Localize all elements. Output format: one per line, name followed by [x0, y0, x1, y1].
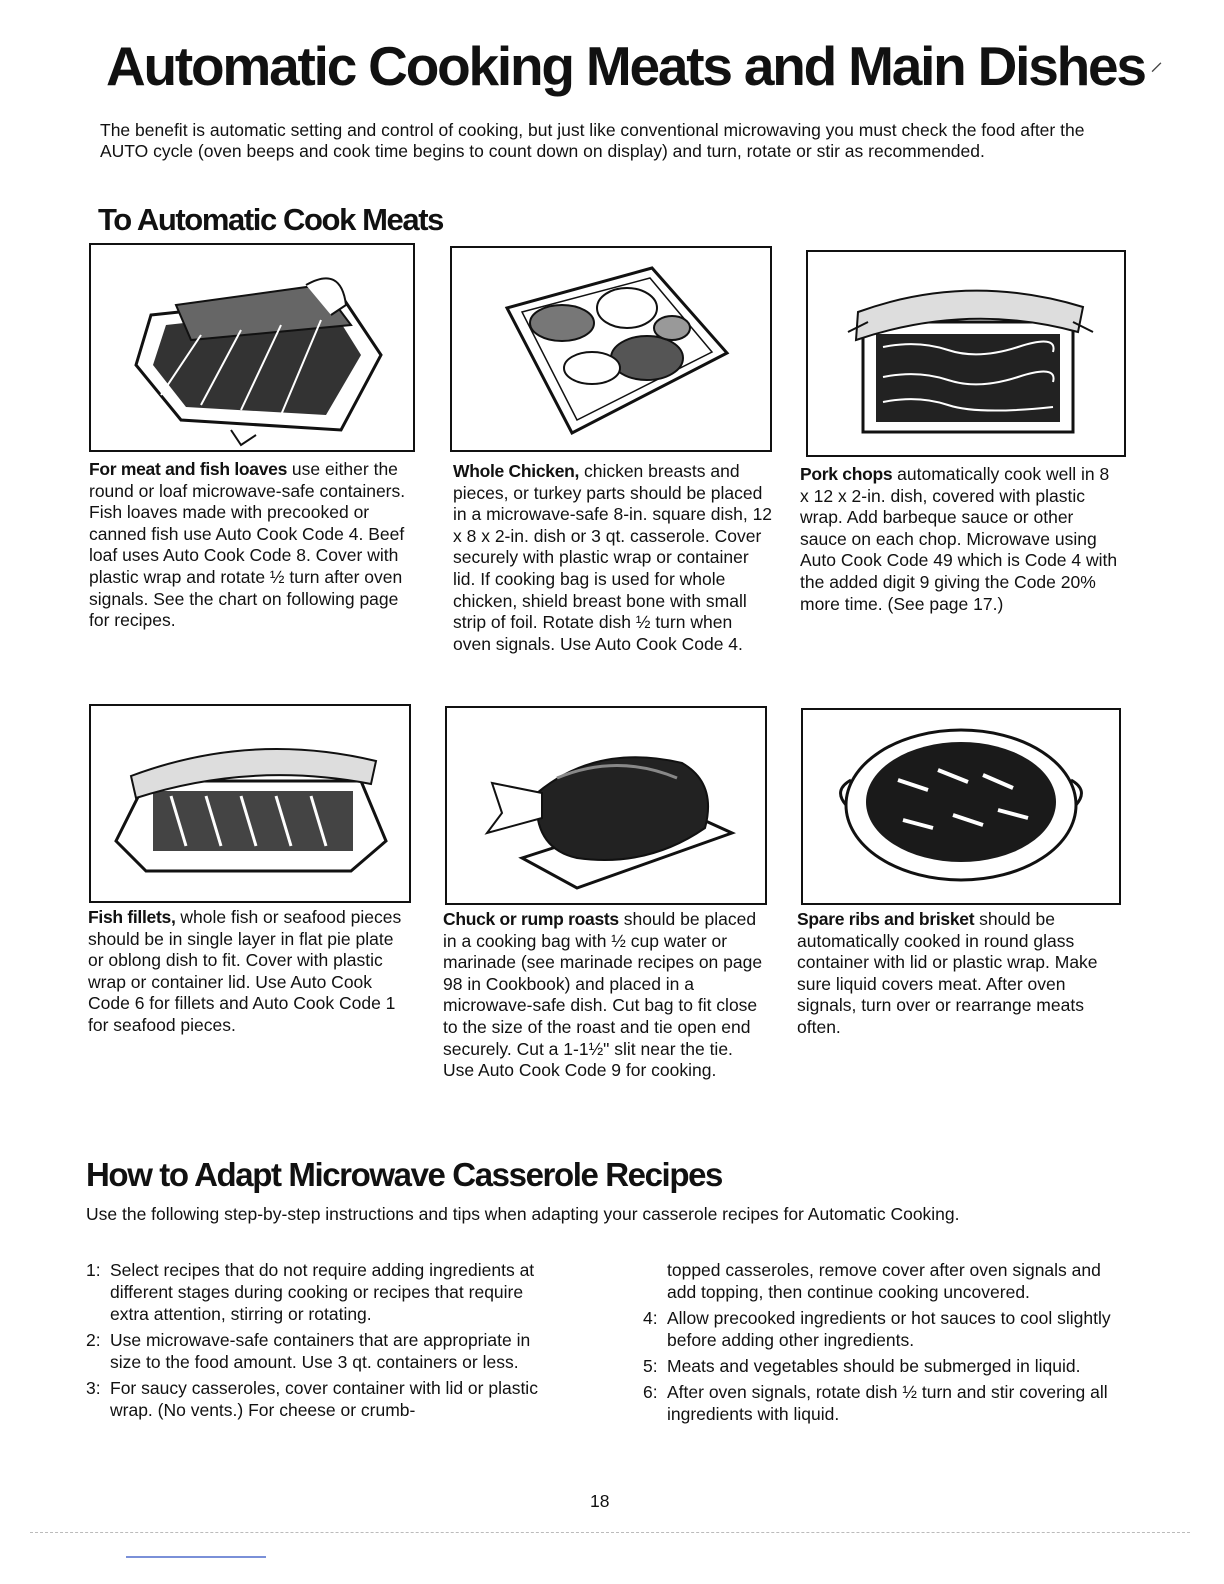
- caption-text: use either the round or loaf microwave-safe containers. Fish loaves made with precooked or canned fish use Auto Cook Code 4. Beef loaf uses Auto Cook Code 8. Cover with plastic wrap and rotate ½ turn after oven signals. See the chart on following page for recipes.: [89, 459, 406, 631]
- page-title: Automatic Cooking Meats and Main Dishes: [106, 35, 1145, 97]
- caption-label: Spare ribs and brisket: [797, 909, 975, 929]
- step-item: [86, 1259, 561, 1325]
- corner-mark-icon: ⸝: [1150, 46, 1164, 76]
- caption-text: automatically cook well in 8 x 12 x 2-in. dish, covered with plastic wrap. Add barbeque sauce or other sauce on each chop. Microwave using Auto Cook Code 49 which is Code 4 with the added digit 9 giving the Code 20% more time. (See page 17.): [800, 464, 1118, 614]
- step-text: topped casseroles, remove cover after oven signals and add topping, then continue cooking uncovered.: [667, 1260, 1101, 1302]
- adapt-intro: Use the following step-by-step instructions and tips when adapting your casserole recipes for Automatic Cooking.: [86, 1204, 960, 1224]
- caption-label: Chuck or rump roasts: [443, 909, 619, 929]
- step-number: 4:: [643, 1308, 658, 1328]
- caption-text: should be automatically cooked in round glass container with lid or plastic wrap. Make sure liquid covers meat. After oven signals, turn over or rearrange meats often.: [797, 909, 1098, 1037]
- intro-paragraph: The benefit is automatic setting and control of cooking, but just like conventional microwaving you must check the food after the AUTO cycle (oven beeps and cook time begins to count down on display) and turn, rotate or stir as recommended.: [100, 120, 1085, 161]
- fish-fillets-illustration: [89, 704, 411, 903]
- caption-label: For meat and fish loaves: [89, 459, 287, 479]
- step-text: Allow precooked ingredients or hot sauces to cool slightly before adding other ingredients.: [667, 1308, 1111, 1350]
- step-number: 5:: [643, 1356, 658, 1376]
- step-number: 1:: [86, 1260, 101, 1280]
- caption-meat-loaves: [89, 459, 411, 632]
- step-item: [86, 1377, 561, 1421]
- chicken-illustration: [450, 246, 772, 452]
- step-item: [643, 1381, 1118, 1425]
- meat-loaf-dish-icon: [91, 245, 413, 450]
- fish-fillets-dish-icon: [91, 706, 409, 901]
- step-text: Meats and vegetables should be submerged in liquid.: [667, 1356, 1081, 1376]
- roast-in-bag-icon: [447, 708, 765, 903]
- caption-spare-ribs: [797, 909, 1119, 1039]
- spare-ribs-casserole-icon: [803, 710, 1119, 903]
- pork-chops-illustration: [806, 250, 1126, 457]
- pork-chops-dish-icon: [808, 252, 1124, 455]
- caption-text: chicken breasts and pieces, or turkey parts should be placed in a microwave-safe 8-in. square dish, 12 x 8 x 2-in. dish or 3 qt. casserole. Cover securely with plastic wrap or container lid. If cooking bag is used for whole chicken, shield breast bone with small strip of foil. Rotate dish ½ turn when oven signals. Use Auto Cook Code 4.: [453, 461, 773, 654]
- steps-right-column: [643, 1259, 1118, 1429]
- caption-label: Fish fillets,: [88, 907, 176, 927]
- caption-label: Whole Chicken,: [453, 461, 580, 481]
- step-item: [643, 1259, 1118, 1303]
- step-number: 2:: [86, 1330, 101, 1350]
- caption-pork-chops: [800, 464, 1122, 615]
- meat-loaf-illustration: [89, 243, 415, 452]
- caption-chuck-roasts: [443, 909, 765, 1082]
- roast-illustration: [445, 706, 767, 905]
- step-text: After oven signals, rotate dish ½ turn and stir covering all ingredients with liquid.: [667, 1382, 1108, 1424]
- footer-divider: [30, 1532, 1190, 1533]
- step-item: [643, 1355, 1118, 1377]
- step-text: For saucy casseroles, cover container with lid or plastic wrap. (No vents.) For cheese or crumb-: [110, 1378, 538, 1420]
- step-item: [643, 1307, 1118, 1351]
- spare-ribs-illustration: [801, 708, 1121, 905]
- caption-fish-fillets: [88, 907, 410, 1037]
- caption-whole-chicken: [453, 461, 773, 655]
- caption-label: Pork chops: [800, 464, 893, 484]
- caption-text: should be placed in a cooking bag with ½ cup water or marinade (see marinade recipes on page 98 in Cookbook) and placed in a microwave-safe dish. Cut bag to fit close to the size of the roast and tie open end securely. Cut a 1-1½" slit near the tie. Use Auto Cook Code 9 for cooking.: [443, 909, 763, 1081]
- page-number: 18: [590, 1491, 610, 1511]
- steps-left-column: [86, 1259, 561, 1425]
- caption-text: whole fish or seafood pieces should be in single layer in flat pie plate or oblong dish to fit. Cover with plastic wrap or container lid. Use Auto Cook Code 6 for fillets and Auto Cook Code 1 for seafood pieces.: [88, 907, 402, 1035]
- adapt-heading: How to Adapt Microwave Casserole Recipes: [86, 1156, 722, 1193]
- step-text: Use microwave-safe containers that are appropriate in size to the food amount. Use 3 qt. containers or less.: [110, 1330, 531, 1372]
- step-number: 6:: [643, 1382, 658, 1402]
- footer-accent-bar: [126, 1556, 266, 1558]
- chicken-pieces-dish-icon: [452, 248, 770, 450]
- step-number: 3:: [86, 1378, 101, 1398]
- meats-heading: To Automatic Cook Meats: [98, 202, 443, 237]
- step-item: [86, 1329, 561, 1373]
- step-text: Select recipes that do not require adding ingredients at different stages during cooking or recipes that require extra attention, stirring or rotating.: [110, 1260, 535, 1324]
